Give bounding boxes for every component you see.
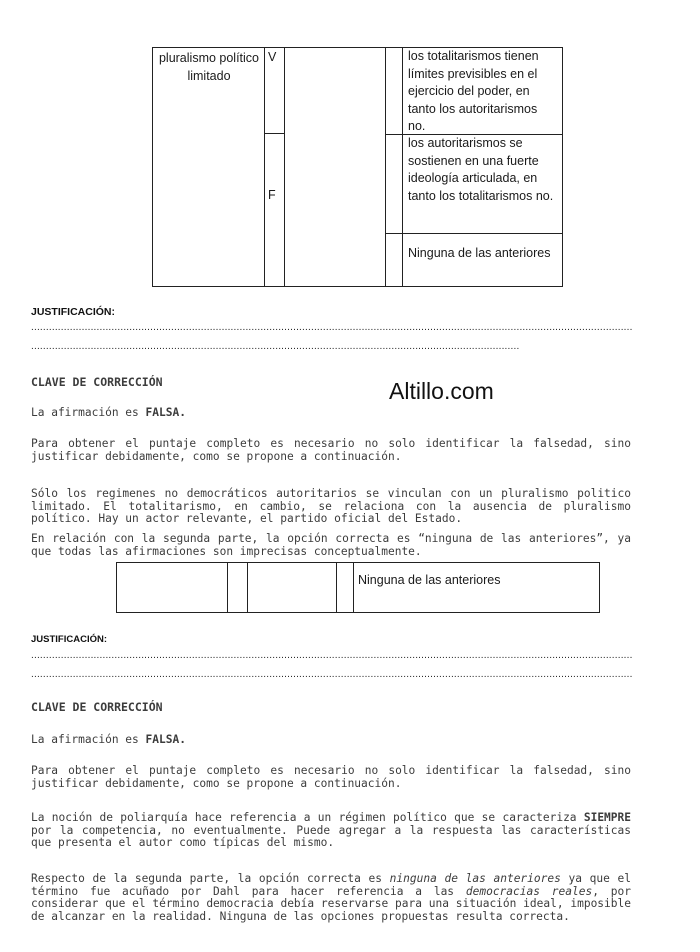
table-cell-blank: [247, 562, 337, 613]
justification-label: JUSTIFICACIÓN:: [31, 634, 107, 645]
justification-label: JUSTIFICACIÓN:: [31, 306, 115, 318]
statement-value: FALSA.: [145, 406, 186, 419]
table-cell-vf: [264, 47, 285, 287]
paragraph: Para obtener el puntaje completo es necesario no solo identificar la falsedad, sino justificar debidamente, como se propone a continuación.: [31, 437, 631, 463]
paragraph-italic: ninguna de las anteriores: [389, 872, 561, 885]
justification-dots-line: ..........................................................................................................................................................................................................: [31, 322, 633, 333]
justification-dots-line: ....................................................................................................................................................................: [31, 341, 520, 352]
table-cell-concept: [152, 47, 265, 287]
section-heading: CLAVE DE CORRECCIÓN: [31, 700, 163, 714]
table-cell-blank: [284, 47, 386, 287]
table-cell-vf: [227, 562, 248, 613]
option-divider-2: [385, 233, 563, 234]
vf-divider: [264, 133, 285, 134]
concept-text: pluralismo político limitado: [158, 51, 260, 83]
paragraph-text: , por considerar que el término democracia debía reservarse para una situación ideal, imposible de alcanzar en la realidad. Ninguna de las opciones propuestas resulta correcta.: [31, 884, 631, 923]
true-option-label: V: [268, 50, 277, 64]
paragraph-text: ya que el término fue acuñado por Dahl para hacer referencia a las: [31, 872, 631, 898]
table-cell-mark: [336, 562, 354, 613]
statement-line: [31, 407, 186, 420]
paragraph: [31, 873, 631, 923]
option-c-text: Ninguna de las anteriores: [408, 246, 551, 260]
table-cell-concept: [116, 562, 228, 613]
watermark-logo: Altillo.com: [389, 378, 494, 404]
option-a-text: los totalitarismos tienen límites previsibles en el ejercicio del poder, en tanto los autoritarismos no.: [408, 49, 539, 133]
section-heading: CLAVE DE CORRECCIÓN: [31, 375, 163, 389]
paragraph-emphasis: SIEMPRE: [583, 811, 631, 824]
option-c-text: Ninguna de las anteriores: [358, 573, 501, 587]
justification-dots-line: ..........................................................................................................................................................................................................: [31, 669, 633, 680]
paragraph: Sólo los regimenes no democráticos autoritarios se vinculan con un pluralismo politico limitado. El totalitarismo, en cambio, se relaciona con la ausencia de pluralismo político. Hay un actor relevante, el partido oficial del Estado.: [31, 487, 631, 525]
statement-line: [31, 734, 186, 747]
paragraph-text: La noción de poliarquía hace referencia a un régimen político que se caracteriza: [31, 811, 584, 824]
statement-value: FALSA.: [145, 733, 186, 746]
paragraph-italic: democracias reales: [465, 884, 593, 898]
statement-prefix: La afirmación es: [31, 406, 146, 419]
paragraph-text: por la competencia, no eventualmente. Puede agregar a la respuesta las características que presenta el autor como típicas del mismo.: [31, 823, 631, 849]
paragraph-text: Respecto de la segunda parte, la opción correcta es: [31, 872, 390, 885]
statement-prefix: La afirmación es: [31, 733, 146, 746]
table-cell-mark: [385, 47, 403, 287]
paragraph: En relación con la segunda parte, la opción correcta es “ninguna de las anteriores”, ya que todas las afirmaciones son imprecisas conceptualmente.: [31, 532, 631, 558]
justification-dots-line: ..........................................................................................................................................................................................................: [31, 650, 633, 661]
paragraph: [31, 812, 631, 850]
paragraph: Para obtener el puntaje completo es necesario no solo identificar la falsedad, sino justificar debidamente, como se propone a continuación.: [31, 764, 631, 790]
false-option-label: F: [268, 188, 276, 202]
option-b-text: los autoritarismos se sostienen en una fuerte ideología articulada, en tanto los totalitarismos no.: [408, 136, 554, 203]
